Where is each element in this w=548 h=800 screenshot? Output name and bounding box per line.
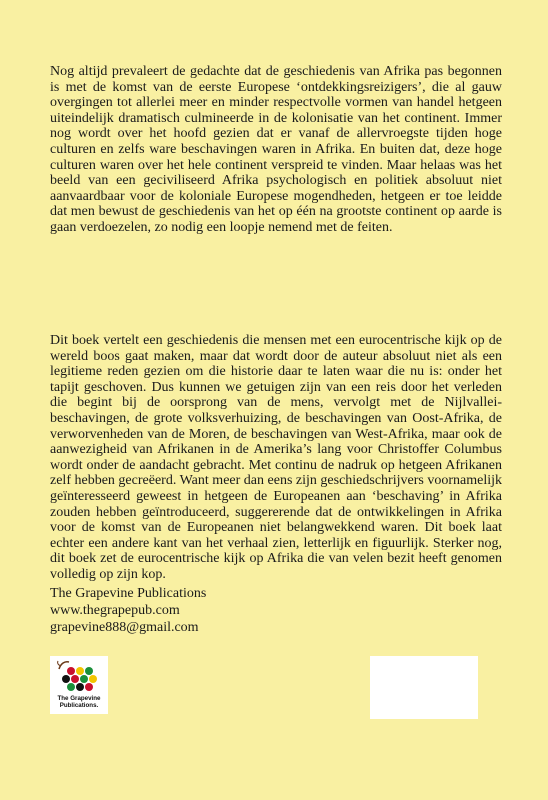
blurb-paragraph-1: Nog altijd prevaleert de gedachte dat de geschiedenis van Afrika pas begonnen is met de komst van de eerste Europese ‘ontdekkingsreizigers’, die al gauw overgingen tot allerlei meer en minder respectvolle vormen van handel hetgeen uiteindelijk dramatisch culmineerde in de kolonisatie van het continent. Immer nog wordt over het hoofd gezien dat er vanaf de allervroegste tijden hoge culturen en zelfs ware beschavingen waren in Afrika. En buiten dat, deze hoge culturen waren over het hele continent verspreid te vinden. Maar helaas was het beeld van een geciviliseerd Afrika psychologisch en politiek absoluut niet aanvaardbaar voor de koloniale Europese mogendheden, hetgeen er toe leidde dat men bewust de geschiedenis van het op één na grootste continent op aarde is gaan verdoezelen, zo nodig een loopje nemend met de feiten. — [50, 64, 502, 235]
publisher-name: The Grapevine Publications — [50, 586, 207, 601]
blurb-paragraph-2: Dit boek vertelt een geschiedenis die mensen met een eurocentrische kijk op de wereld boos gaat maken, maar dat wordt door de auteur absoluut niet als een legitieme reden gezien om die historie daar te laten waar die nu is: onder het tapijt geschoven. Dus kunnen we getuigen zijn van een reis door het verleden die begint bij de oorsprong van de mens, vervolgt met de Nijlvallei-beschavingen, de grote volksverhuizing, de beschavingen van Oost-Afrika, de verworvenheden van de Moren, de beschavingen van West-Afrika, maar ook de aanwezigheid van Afrikanen in de Amerika’s lang voor Christoffer Columbus wordt onder de aandacht gebracht. Met continu de nadruk op hetgeen Afrikanen zelf hebben gecreëerd. Want meer dan eens zijn geschiedschrijvers voornamelijk geïnteresseerd geweest in hetgeen de Europeanen aan ‘beschaving’ in Afrika zouden hebben geïntroduceerd, suggererende dat de ontwikkelingen in Afrika voor de komst van de Europeanen niet belangwekkend waren. Dit boek laat echter een andere kant van het verhaal zien, letterlijk en figuurlijk. Sterker nog, dit boek zet de eurocentrische kijk op Afrika die van velen bezit heeft genomen volledig op zijn kop. — [50, 333, 502, 582]
publisher-website[interactable]: www.thegrapepub.com — [50, 603, 180, 618]
publisher-logo — [50, 656, 108, 714]
publisher-email[interactable]: grapevine888@gmail.com — [50, 620, 199, 635]
grapevine-logo-icon — [50, 656, 108, 696]
barcode-placeholder — [370, 656, 478, 719]
logo-text: The Grapevine Publications. — [57, 695, 101, 709]
publisher-info — [50, 585, 206, 636]
